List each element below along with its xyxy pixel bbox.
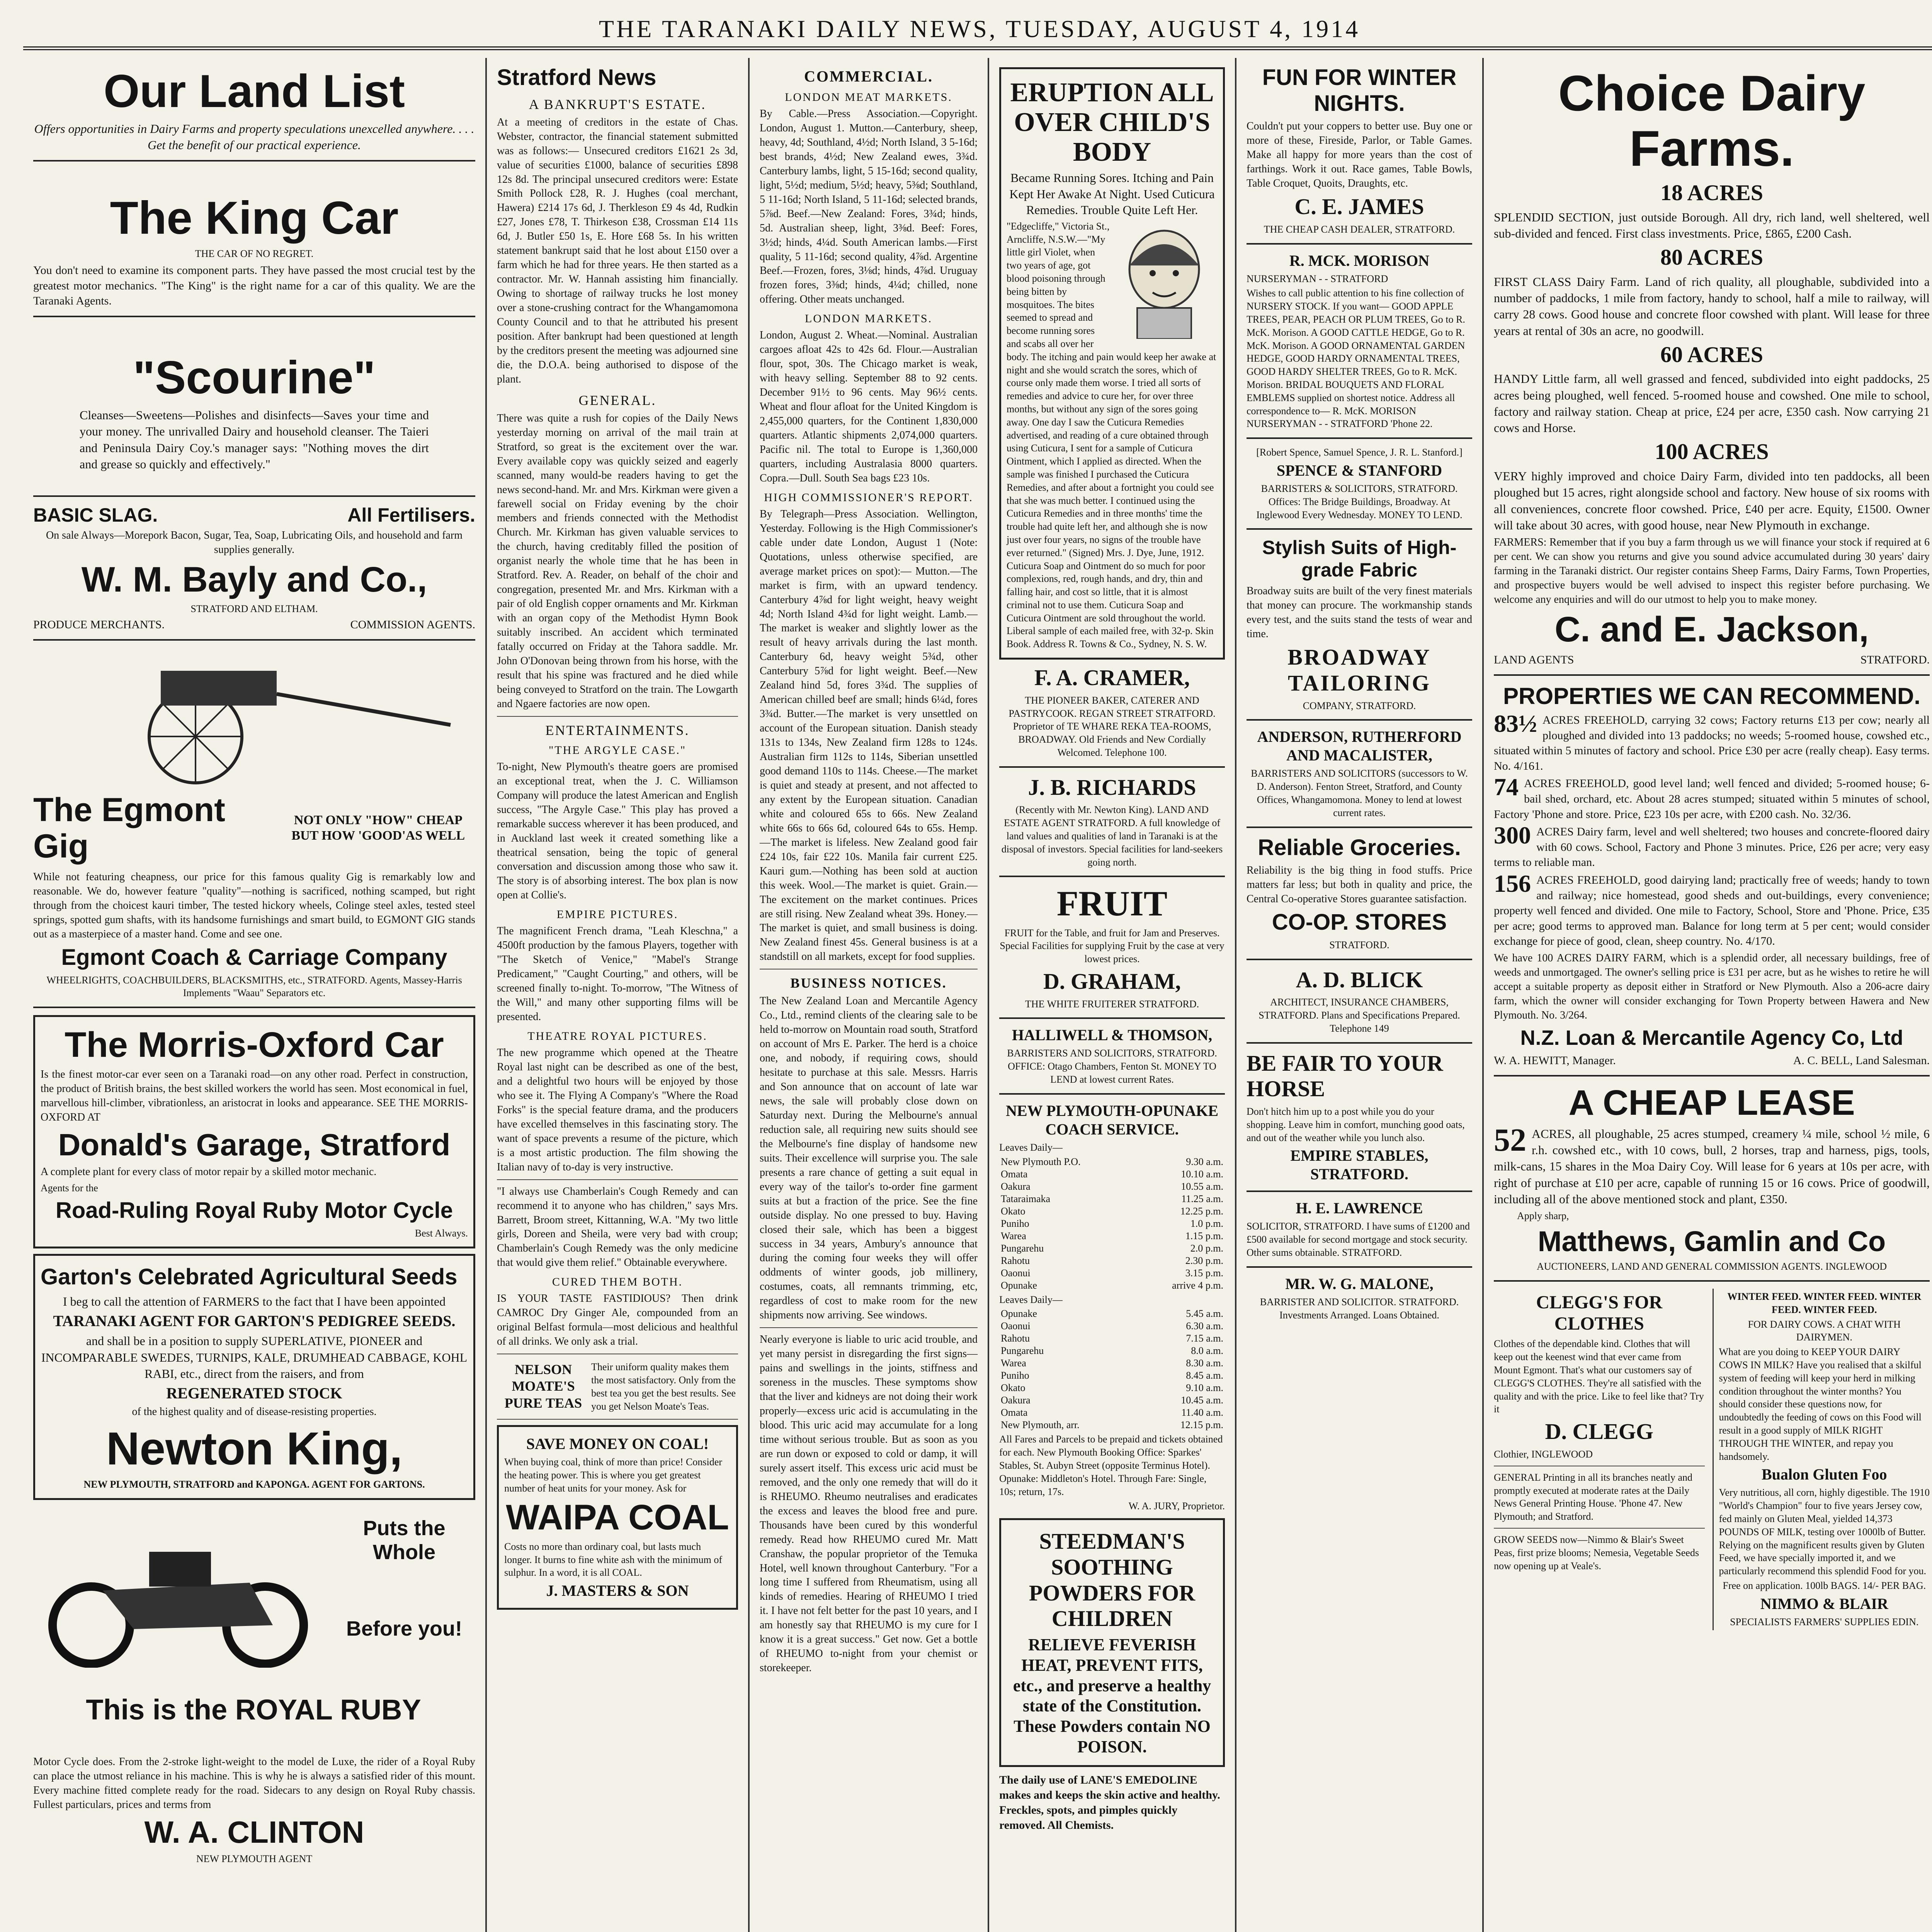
richards-title: J. B. RICHARDS — [1028, 774, 1196, 800]
wa-clinton: W. A. CLINTON — [144, 1815, 364, 1849]
timetable-time: 8.45 a.m. — [1186, 1370, 1223, 1381]
wa-clinton-sub: NEW PLYMOUTH AGENT — [196, 1853, 313, 1864]
broadway-sub: COMPANY, STRATFORD. — [1303, 700, 1416, 711]
coach-note: All Fares and Parcels to be prepaid and tickets obtained for each. New Plymouth Booking Office: Sparkes' Stables, St. Aubyn Street (opposite Terminus Hotel). Opunake: Middleton's Hotel. Through Fare: Single, 10s; return, 17s. — [999, 1434, 1223, 1497]
timetable-row — [999, 1308, 1225, 1320]
column-6 — [1484, 58, 1932, 1932]
100-acres-body: VERY highly improved and choice Dairy Farm, divided into ten paddocks, all been ploughed but 15 acres, right alongside school and factory. New house of six rooms with all conveniences, concrete floor cowshed. Price, £40 per acre. Equity, £1500. Owner will take about 30 acres, with good house, near New Plymouth in exchange. — [1494, 469, 1930, 532]
royal-ruby-headline: This is the ROYAL RUBY — [86, 1693, 421, 1726]
timetable-stop: Oaonui — [1001, 1267, 1031, 1279]
best-always: Best Always. — [415, 1227, 468, 1239]
royal-ruby-body: Motor Cycle does. From the 2-stroke light-weight to the model de Luxe, the rider of a Royal Ruby can place the utmost reliance in his machine. This is why he is always a satisfied rider of this mount. Every machine fitted complete ready for the road. Sidecars to any design on Royal Ruby chassis. Fullest particulars, prices and terms from — [33, 1755, 475, 1811]
cheap-lease-body: ACRES, all ploughable, 25 acres stumped, creamery ¼ mile, school ½ mile, 6 r.h. cowshed etc., with 10 cows, bull, 2 horses, trap and harness, pigs, tools, milk-cans, 15 shares in the Moa Dairy Coy. Will lease for 6 years at 10s per acre, with right of purchase at £10 per acre, capable of running 15 or 16 cows. Price of goodwill, including all of the above mentioned stock and plant, £350. — [1494, 1126, 1930, 1206]
entertainments-heading: ENTERTAINMENTS. — [545, 722, 690, 738]
seeds-notice: GROW SEEDS now—Nimmo & Blair's Sweet Peas, first prize blooms; Nemesia, Vegetable Seeds now opening up at Veale's. — [1494, 1534, 1699, 1571]
blick-title: A. D. BLICK — [1296, 967, 1423, 992]
80-acres-body: FIRST CLASS Dairy Farm. Land of rich quality, all ploughable, subdivided into a number of paddocks, 1 mile from factory, handy to school, half a mile to railway, will carry 28 cows. Good house and concrete floor cowshed with plant. Will lease for three years at rental of 30s an acre, no goodwill. — [1494, 274, 1930, 338]
timetable-stop: Omata — [1001, 1168, 1028, 1180]
waipa-coal-ad — [497, 1425, 738, 1610]
gartons-seeds-ad — [33, 1254, 475, 1500]
timetable-row — [999, 1255, 1225, 1267]
bualon-tests: Very nutritious, all corn, highly digestible. The 1910 "World's Champion" four to five years Jersey cow, fed mainly on Gluten Meal, yielded 14,373 POUNDS OF MILK, testing over 1000lb of Butter. Relying on the magnificent results given by Gluten Feed, we have specially imported it, and we particularly recommend this splendid Food for you. — [1719, 1487, 1930, 1577]
timetable-stop: Okato — [1001, 1382, 1026, 1394]
bayly-row — [33, 617, 475, 632]
timetable-row — [999, 1156, 1225, 1168]
timetable-row — [999, 1332, 1225, 1345]
timetable-row — [999, 1394, 1225, 1406]
timetable-time: 9.30 a.m. — [1186, 1156, 1223, 1167]
timetable-time: 9.10 a.m. — [1186, 1382, 1223, 1394]
property-acres: 300 — [1494, 824, 1531, 849]
king-car-subtitle: THE CAR OF NO REGRET. — [195, 248, 314, 260]
newton-king: Newton King, — [106, 1422, 403, 1475]
lawrence-body: SOLICITOR, STRATFORD. I have sums of £1200 and £500 available for second mortgage and stock security. Other sums obtainable. STRATFORD. — [1247, 1221, 1470, 1259]
timetable-time: 10.55 a.m. — [1181, 1180, 1223, 1192]
timetable-inbound — [999, 1308, 1225, 1431]
spence-title: SPENCE & STANFORD — [1276, 461, 1442, 479]
nz-loan-title: N.Z. Loan & Mercantile Agency Co, Ltd — [1520, 1026, 1903, 1049]
fair-horse-body: Don't hitch him up to a post while you do your shopping. Leave him in comfort, munching good oats, and out of the weather while you lunch also. — [1247, 1106, 1465, 1143]
matthews-gamlin: Matthews, Gamlin and Co — [1537, 1225, 1886, 1257]
timetable-time: 8.0 a.m. — [1191, 1345, 1223, 1357]
gartons-body-2: and shall be in a position to supply SUPERLATIVE, PIONEER and INCOMPARABLE SWEDES, TURNIPS, KALE, DRUMHEAD CABBAGE, KOHL RABI, etc., direct from the raisers, and from — [41, 1334, 468, 1381]
richards-body: (Recently with Mr. Newton King). LAND AND ESTATE AGENT STRATFORD. A full knowledge of land values and qualities of land in Taranaki is at the disposal of investors. Special facilities for land-seekers going north. — [1001, 804, 1223, 868]
leaves-np: Leaves Daily— — [999, 1141, 1063, 1153]
bayly-title: W. M. Bayly and Co., — [81, 560, 427, 599]
timetable-row — [999, 1242, 1225, 1255]
timetable-row — [999, 1230, 1225, 1242]
egmont-coach-sub: WHEELRIGHTS, COACHBUILDERS, BLACKSMITHS, etc., STRATFORD. Agents, Massey-Harris Implements "Waau" Separators etc. — [46, 974, 462, 999]
donalds-garage: Donald's Garage, Stratford — [58, 1128, 451, 1162]
timetable-row — [999, 1369, 1225, 1382]
column-2 — [487, 58, 750, 1932]
timetable-time: 8.30 a.m. — [1186, 1357, 1223, 1369]
waipa-coal-body: Costs no more than ordinary coal, but lasts much longer. It burns to fine white ash with the minimum of sulphur. In a word, it is all COAL. — [504, 1541, 722, 1578]
eruption-body: "Edgecliffe," Victoria St., Arncliffe, N.S.W.—"My little girl Violet, when two years of age, got blood poisoning through being bitten by mosquitoes. The bites seemed to spread and become running sores and scabs all over her body. The itching and pain would keep her awake at night and she would scratch the sores, which of course only made them worse. I tried all sorts of remedies and advice to cure her, for over three months, but without any sign of the sores going away. One day I saw the Cuticura Remedies advertised, and reading of a cure obtained through using Cuticura, I sent for a sample of Cuticura Ointment, which I applied as directed. When the sample was finished I purchased the Cuticura Remedies, and after about a fortnight you could see that she was much better. I continued using the Cuticura Remedies and in three months' time the trouble had quite left her, and although she is now just over four years, no signs of the trouble have ever returned." (Signed) Mrs. J. Dye, June, 1912. Cuticura Soap and Ointment do so much for poor complexions, red, rough hands, and dry, thin and falling hair, and cost so little, that it is almost criminal not to use them. Cuticura Soap and Cuticura Ointment are sold throughout the world. Liberal sample of each mailed free, with 32-p. Skin Book. Address R. Towns & Co., Sydney, N. S. W. — [1007, 220, 1216, 650]
halliwell-body: BARRISTERS AND SOLICITORS, STRATFORD. OFFICE: Otago Chambers, Fenton St. MONEY TO LEND at lowest current Rates. — [1007, 1048, 1217, 1085]
clegg-name: D. CLEGG — [1545, 1419, 1653, 1444]
rheumo-body: Nearly everyone is liable to uric acid trouble, and yet many persist in disregarding the first signs—pains and swellings in the joints, stiffness and soreness in the muscles. These symptoms show that the liver and kidneys are not doing their work properly—excess uric acid is accumulating in the blood. This uric acid may accumulate for a long time without serious trouble. But as soon as you are run down or exposed to cold or damp, it will surely assert itself. This excess uric acid must be removed, and the only one remedy that will do it is RHEUMO. Rheumo neutralises and eradicates the excess and leaves the blood free and pure. Thousands have been cured by this wonderful remedy. Read how RHEUMO cured Mr. Matt Cranshaw, the popular proprietor of the Temuka Hotel, well known throughout Canterbury. "For a long time I suffered from Rheumatism, using all kinds of remedies. Hearing of RHEUMO I tried it. I have not felt better for the past 10 years, and I am honestly say that RHEUMO is my cure for I know it is a great success." Get now. Get a bottle of RHEUMO to-night from your chemist or storekeeper. — [760, 1333, 978, 1674]
bualon-ad — [1713, 1289, 1930, 1630]
timetable-time: 2.30 p.m. — [1185, 1255, 1223, 1266]
nelson-tea-brand: NELSON MOATE'S PURE TEAS — [504, 1362, 582, 1411]
coach-service-heading: NEW PLYMOUTH-OPUNAKE COACH SERVICE. — [1005, 1102, 1219, 1138]
fun-winter-body: Couldn't put your coppers to better use. Buy one or more of these, Fireside, Parlor, or Table Games. Make all happy for more years than the cost of farthings. Work it out. Race games, Table Bowls, Table Croquet, Quoits, Draughts, etc. — [1247, 120, 1472, 190]
timetable-time: 11.25 a.m. — [1181, 1193, 1223, 1204]
timetable-row — [999, 1419, 1225, 1431]
timetable-stop: Rahotu — [1001, 1255, 1030, 1266]
gartons-title: Garton's Celebrated Agricultural Seeds — [41, 1264, 457, 1290]
agents-for: Agents for the — [41, 1182, 98, 1194]
timetable-time: 7.15 a.m. — [1186, 1333, 1223, 1344]
empire-stables: EMPIRE STABLES, STRATFORD. — [1290, 1147, 1429, 1183]
18-acres-heading: 18 ACRES — [1660, 180, 1763, 205]
cuticura-ad — [999, 67, 1225, 660]
stylish-suits-body: Broadway suits are built of the very finest materials that money can procure. The workmanship stands every test, and the suits stand the tests of wear and time. — [1247, 585, 1472, 640]
coop-sub: STRATFORD. — [1329, 939, 1389, 951]
puts-the-whole: Puts the Whole — [363, 1516, 446, 1564]
timetable-stop: Okato — [1001, 1205, 1026, 1217]
apply-sharp: Apply sharp, — [1517, 1210, 1569, 1222]
timetable-stop: Puniho — [1001, 1370, 1029, 1381]
property-text: ACRES FREEHOLD, good level land; well fenced and divided; 5-roomed house; 6-bail shed, orchard, etc. About 28 acres stumped; situated within 5 minutes of school, Factory 'Phone and store. Price, £23 10s per acre, with £200 cash. No. 32/36. — [1494, 777, 1930, 821]
timetable-stop: Pungarehu — [1001, 1345, 1044, 1357]
timetable-row — [999, 1193, 1225, 1205]
nelson-tea-text: Their uniform quality makes them the most satisfactory. Only from the best tea you get the best results. See you get Nelson Moate's Teas. — [591, 1361, 736, 1412]
column-3 — [750, 58, 989, 1932]
fruit-body: FRUIT for the Table, and fruit for Jam and Preserves. Special Facilities for supplying Fruit by the case at very lowest prices. — [1000, 927, 1225, 965]
waipa-coal: WAIPA COAL — [506, 1497, 729, 1537]
argyle-heading: "THE ARGYLE CASE." — [549, 743, 686, 757]
column-5 — [1236, 58, 1484, 1932]
eruption-title: ERUPTION ALL OVER CHILD'S BODY — [1010, 78, 1214, 167]
egmont-gig-title: The Egmont Gig — [33, 791, 225, 865]
18-acres-body: SPLENDID SECTION, just outside Borough. All dry, rich land, well sheltered, well sub-divided and fenced. First class investments. Price, £865, £200 Cash. — [1494, 210, 1930, 240]
timetable-row — [999, 1205, 1225, 1218]
cheap-lease-block — [1494, 1122, 1930, 1207]
jackson-stratford: STRATFORD. — [1860, 653, 1930, 666]
timetable-stop: Rahotu — [1001, 1333, 1030, 1344]
timetable-time: 1.0 p.m. — [1190, 1218, 1223, 1229]
timetable-stop: Warea — [1001, 1230, 1026, 1242]
royal-ruby-title: Road-Ruling Royal Ruby Motor Cycle — [56, 1197, 453, 1223]
king-car-body: You don't need to examine its component parts. They have passed the most crucial test by the greatest motor mechanics. "The King" is the right name for a car of this quality. We are the Taranaki Agents. — [33, 264, 475, 308]
property-listing — [1494, 824, 1930, 870]
farmers-notice: FARMERS: Remember that if you buy a farm through us we will finance your stock if required at 6 per cent. We can show you returns and give you sound advice accumulated during 30 years' dairy farming in the Taranaki district. Our register contains Sheep Farms, Dairy Farms, Town Properties, and prospective buyers would be well advised to inspect this register before purchasing. We welcome any enquiries and will do our utmost to help you to make money. — [1494, 536, 1930, 605]
london-meat-heading: LONDON MEAT MARKETS. — [785, 91, 952, 104]
property-acres: 156 — [1494, 872, 1531, 897]
basic-slag-label: BASIC SLAG. — [33, 504, 158, 526]
fair-horse-title: BE FAIR TO YOUR HORSE — [1247, 1050, 1443, 1102]
high-commissioner-heading: HIGH COMMISSIONER'S REPORT. — [764, 491, 973, 504]
bualon-body: What are you doing to KEEP YOUR DAIRY COWS IN MILK? Have you realised that a skilful system of feeding will keep your herd in milking condition throughout the winter months? You should consider these questions now, for undoubtedly the feeding of cows on this Food will result in a good supply of MILK RIGHT THROUGH THE WINTER, and repay you handsomely. — [1719, 1346, 1922, 1462]
bayly-commission: COMMISSION AGENTS. — [350, 618, 475, 631]
land-list-body: Offers opportunities in Dairy Farms and property speculations unexcelled anywhere. . . . Get the benefit of our practical experience. — [34, 122, 474, 152]
egmont-gig-body: While not featuring cheapness, our price for this famous quality Gig is remarkably low and reasonable. We do, however feature "quality"—nothing is sacrificed, nothing scamped, but right through from the choicest kauri timber, The tested hickory wheels, Colinge steel axles, tested steel springs, spotted gum shafts, with its handsome furnishings and smart build, to EGMONT GIG stands out as a masterpiece of a master hand. Come and see one. — [33, 871, 475, 940]
royal-ruby-ad — [33, 1505, 475, 1753]
timetable-row — [999, 1267, 1225, 1279]
timetable-stop: New Plymouth P.O. — [1001, 1156, 1081, 1167]
cramer-body: THE PIONEER BAKER, CATERER AND PASTRYCOOK. REGAN STREET STRATFORD. Proprietor of TE WHARE REKA TEA-ROOMS, BROADWAY. Old Friends and New Cordially Welcomed. Telephone 100. — [1009, 694, 1216, 758]
newton-king-sub: NEW PLYMOUTH, STRATFORD and KAPONGA. AGENT FOR GARTONS. — [83, 1478, 425, 1490]
morison-body: Wishes to call public attention to his fine collection of NURSERY STOCK. If you want— GOOD APPLE TREES, PEAR, PEACH OR PLUM TREES, Go to R. McK. Morison. A GOOD CATTLE HEDGE, Go to R. McK. Morison. A GOOD ORNAMENTAL GARDEN HEDGE, GOOD HARDY ORNAMENTAL TREES, GOOD HARDY SHELTER TREES, Go to R. McK. Morison. BRIDAL BOUQUETS AND FLORAL EMBLEMS supplied on shortest notice. Address all correspondence to— R. McK. MORISON NURSERYMAN - - STRATFORD 'Phone 22. — [1247, 287, 1465, 430]
clegg-body: Clothes of the dependable kind. Clothes that will keep out the keenest wind that ever came from Mount Egmont. That's what our customers say of CLEGG'S CLOTHES. They're all satisfied with the quality and with the price. Like to feel like that? Try it — [1494, 1338, 1704, 1415]
steedmans-ad — [999, 1518, 1225, 1767]
cheap-lease-number: 52 — [1494, 1122, 1526, 1158]
timetable-stop: Pungarehu — [1001, 1242, 1044, 1254]
dairy-cows-heading: FOR DAIRY COWS. A CHAT WITH DAIRYMEN. — [1748, 1318, 1901, 1343]
masters-son: J. MASTERS & SON — [546, 1582, 689, 1600]
cured-heading: CURED THEM BOTH. — [552, 1276, 683, 1289]
scourine-body: Cleanses—Sweetens—Polishes and disinfects—Saves your time and your money. The unrivalled Dairy and household cleanser. The Taieri and Peninsula Dairy Coy.'s manager says: "Nothing moves the dirt and grease so quickly and effectively." — [80, 408, 429, 471]
matthews-sub: AUCTIONEERS, LAND AND GENERAL COMMISSION AGENTS. INGLEWOOD — [1536, 1261, 1887, 1272]
timetable-outbound — [999, 1156, 1225, 1292]
lawrence-title: H. E. LAWRENCE — [1296, 1199, 1423, 1217]
nelson-tea-ad — [497, 1359, 738, 1414]
halliwell-title: HALLIWELL & THOMSON, — [1012, 1026, 1213, 1044]
theatre-royal-body: The new programme which opened at the Theatre Royal last night can be described as one of the best, and a delightful two hours will be enjoyed by those who see it. The Flying A Company's "Where the Road Forks" is the special feature drama, and the producers have excelled themselves in this fascinating story. The want of space prevents a resume of the picture, which is a most artistic production. The film showing the Italian navy of to-day is very instructive. — [497, 1047, 738, 1173]
donalds-garage-body: A complete plant for every class of motor repair by a skilled motor mechanic. — [41, 1166, 377, 1178]
timetable-row — [999, 1382, 1225, 1394]
nz-loan-manager: W. A. HEWITT, Manager. — [1494, 1054, 1616, 1067]
jackson-title: C. and E. Jackson, — [1554, 609, 1869, 649]
steedmans-body: RELIEVE FEVERISH HEAT, PREVENT FITS, etc., and preserve a healthy state of the Constitution. These Powders contain NO POISON. — [1013, 1635, 1211, 1756]
spence-names: [Robert Spence, Samuel Spence, J. R. L. Stanford.] — [1256, 447, 1463, 458]
printing-notice: GENERAL Printing in all its branches neatly and promptly executed at moderate rates at the Daily News General Printing House. 'Phone 47. New Plymouth; and Stratford. — [1494, 1471, 1692, 1522]
high-commissioner-body: By Telegraph—Press Association. Wellington, Yesterday. Following is the High Commissioner's cable under date London, August 1 (Note: Quotations, unless otherwise specified, are average market prices on spot):— Mutton.—The market is firm, with an upward tendency. Canterbury 4⅞d for light weight, heavy weight 4d; North Island 4¾d for light weight. Lamb.—The market is weaker and slightly lower as the result of heavy arrivals during the last month. Canterbury 6d, heavy weight 5¾d, other Canterbury 5⅞d for light weight. Beef.—New Zealand hind 5d, fores 3¾d. The supplies of American chilled beef are small; hinds 6¼d, fores 3¾d. Butter.—The market is very unsettled on account of the European situation. Danish steady 131s to 134s, New Zealand firm 128s to 124s. Australian firm 112s to 114s, Siberian unsettled good demand 110s to 114s. Cheese.—The market is quiet and steady at present, and not affected to any extent by the European situation. Canadian white and coloured 65s to 66s. New Zealand white 66s to 66s 6d, coloured 64s to 65s. Hemp.—The market is lifeless. New Zealand good fair £24 10s, fair £22 10s. Manila fair current £25. Kauri gum.—Nothing has been sold at auction this week. Wool.—The market is quiet. Grain.—The excitement on the market continues. Prices are still rising. New Zealand wheat 39s. Honey.—The market is quiet, and small business is doing. New Zealand finest 45s. General business is at a standstill on all markets, except for food supplies. — [760, 508, 978, 963]
timetable-stop: Oakura — [1001, 1395, 1031, 1406]
general-body: There was quite a rush for copies of the Daily News yesterday morning on arrival of the mail train at Stratford, so great is the excitement over the war. Every available copy was quickly seized and eagerly scanned, many would-be readers having to get the news second-hand. Mr. and Mrs. Kirkman were given a farewell social on Friday evening by the choir members and friends connected with the Methodist Church. Mr. Kirkman has given valuable services to the church, having creditably filled the position of organist nearly the whole time that he has been in Stratford. Rev. A. Reader, on behalf of the choir and congregation, presented Mr. and Mrs. Kirkman with a pair of old English copper ornaments and Mr. Kirkman with an organ copy of the Methodist Hymn Book suitably inscribed. An accident which terminated fatally occurred on Friday at the Tahora saddle. Mr. John O'Donovan being thrown from his horse, with the result that his spine was fractured and he died while being conveyed to Stratford on the train. The Lowgarth and Ngaere factories are now open. — [497, 412, 738, 710]
jackson-land-agents: LAND AGENTS — [1494, 653, 1574, 666]
nz-loan-row — [1494, 1053, 1930, 1068]
gartons-regen: REGENERATED STOCK — [166, 1384, 342, 1402]
before-you: Before you! — [346, 1617, 463, 1640]
ce-james-sub: THE CHEAP CASH DEALER, STRATFORD. — [1264, 223, 1455, 235]
cramer-title: F. A. CRAMER, — [1034, 665, 1190, 690]
morris-oxford-title: The Morris-Oxford Car — [65, 1025, 444, 1065]
gartons-agent: TARANAKI AGENT FOR GARTON'S PEDIGREE SEEDS. — [53, 1312, 456, 1330]
bottom-ads — [1494, 1289, 1930, 1630]
malone-title: MR. W. G. MALONE, — [1285, 1275, 1434, 1293]
timetable-row — [999, 1279, 1225, 1292]
properties-list — [1494, 713, 1930, 949]
timetable-row — [999, 1357, 1225, 1369]
bualon-title: Bualon Gluten Foo — [1761, 1466, 1887, 1483]
timetable-row — [999, 1320, 1225, 1332]
gartons-body-1: I beg to call the attention of FARMERS to the fact that I have been appointed — [63, 1294, 446, 1309]
timetable-time: 6.30 a.m. — [1186, 1320, 1223, 1332]
timetable-row — [999, 1180, 1225, 1193]
clegg-ad — [1494, 1289, 1705, 1630]
london-markets-body: London, August 2. Wheat.—Nominal. Australian cargoes afloat 42s to 42s 6d. Flour.—Australian flour, spot, 30s. The Chicago market is weak, with heavy selling. September 88 to 92 cents. December 91½ to 96 cents. May 96½ cents. Wheat and flour afloat for the United Kingdom is 2,455,000 quarters, for the Continent 1,830,000 quarters. Atlantic shipments 2,074,000 quarters. Pacific nil. The total to Europe is 1,360,000 quarters, including Australasia 8000 quarters. Copra.—Dull. South Sea bags £23 10s. — [760, 329, 978, 484]
timetable-row — [999, 1406, 1225, 1419]
groceries-body: Reliability is the big thing in food stuffs. Price matters far less; but both in quality and price, the Central Co-operative Stores guarantee satisfaction. — [1247, 864, 1472, 905]
property-listing — [1494, 872, 1930, 949]
property-text: ACRES FREEHOLD, good dairying land; practically free of weeds; handy to town and railway; nice homestead, good sheds and out-buildings, every convenience; property well fenced and divided. One mile to Factory, School, Store and 'Phone. Price, £35 per acre; good terms to approved man. Balance for long term at 5 per cent; would consider exchange for piece of good, clean, sheep country. No. 4/170. — [1494, 873, 1930, 948]
leaves-op: Leaves Daily— — [999, 1294, 1063, 1305]
theatre-royal-heading: THEATRE ROYAL PICTURES. — [527, 1030, 707, 1043]
timetable-time: 3.15 p.m. — [1185, 1267, 1223, 1279]
cough-remedy-body: "I always use Chamberlain's Cough Remedy and can recommend it to anyone who has children," says Mrs. Barrett, Broom street, Kittanning, W.A. "My two little girls, Doreen and Sheila, were very bad with croup; Chamberlain's Cough Remedy was the only medicine that would give them relief." Obtainable everywhere. — [497, 1185, 738, 1269]
timetable-time: 11.40 a.m. — [1181, 1407, 1223, 1418]
property-listing — [1494, 776, 1930, 822]
motorcycle-illustration — [33, 1513, 327, 1668]
properties-title: PROPERTIES WE CAN RECOMMEND. — [1503, 683, 1921, 709]
timetable-row — [999, 1168, 1225, 1180]
london-meat-body: By Cable.—Press Association.—Copyright. London, August 1. Mutton.—Canterbury, sheep, heavy, 4d; Southland, 4½d; North Island, 3 5-16d; best brands, 4½d; New Zealand ewes, 3¾d. Canterbury lambs, light, 5 15-16d; second quality, light, 5½d; medium, 5½d; heavy, 5⅜d; Southland, 5 11-16d; North Island, 5 11-16d; selected brands, 5⅞d. Beef.—New Zealand: Fores, 3¾d; hinds, 5d. Australian sheep, light, 3⅜d. Beef: Fores, 3½d; hinds, 4¼d. South American lambs.—First quality, 5 11-16d; second quality, 4⅞d. Argentine Beef.—Frozen, fores, 3⅛d; hinds, 4⅞d. Uruguay frozen fores, 3⅜d; hinds, 4¼d; chilled, none offering. Other meats unchanged. — [760, 108, 978, 306]
morris-oxford-body: Is the finest motor-car ever seen on a Taranaki road—on any other road. Perfect in construction, the product of British brains, the best skilled workers the world has seen. Most economical in fuel, marvellous hill-climber, vibrationless, an aristocrat in looks and appearance. SEE THE MORRIS-OXFORD AT — [41, 1068, 468, 1124]
fruit-title: FRUIT — [1056, 884, 1168, 923]
property-text: ACRES Dairy farm, level and well sheltered; two houses and concrete-floored dairy with 60 cows. School, Factory and Phone 3 minutes. Price, £26 per acre; very easy terms to reliable man. — [1494, 825, 1930, 869]
80-acres-heading: 80 ACRES — [1660, 245, 1763, 270]
property-acres: 83½ — [1494, 712, 1537, 737]
timetable-stop: Tataraimaka — [1001, 1193, 1051, 1204]
anderson-body: BARRISTERS AND SOLICITORS (successors to W. D. Anderson). Fenton Street, Stratford, and County Offices, Whangamomona. Money to lend at lowest current rates. — [1251, 768, 1468, 818]
fertilisers-label: All Fertilisers. — [347, 504, 475, 526]
king-car-title: The King Car — [110, 192, 399, 244]
timetable-time: 1.15 p.m. — [1185, 1230, 1223, 1242]
reliable-groceries: Reliable Groceries. — [1258, 835, 1461, 860]
gig-illustration — [33, 648, 474, 787]
60-acres-heading: 60 ACRES — [1660, 342, 1763, 367]
empire-heading: EMPIRE PICTURES. — [556, 908, 679, 921]
bankrupt-body: At a meeting of creditors in the estate of Chas. Webster, contractor, the financial statement submitted was as follows:— Unsecured creditors £1621 2s 3d, value of securities £1000, balance of securities £898 12s 8d. The principal unsecured creditors were: Estate Smith Pollock £28, R. J. Hughes (coal merchant, Hawera) £214 17s 6d, J. Therkleson £9 4s 4d, Rudkin £27, Jones £78, T. Thirkeson £38, Crossman £14 11s 6d, J. Butler £50 1s, E. Hore £68 5s. In his written statement bankrupt said that he lost about £150 over a farm which he had for three years. He then started as a contractor. Mr. W. Hannah assisting him financially. Owing to shortage of railway trucks he lost money over a stone-crushing contract for the Whangamomona County Council and to that he attributed his present position. After bankrupt had been questioned at length by the creditors present the meeting was adjourned sine die, the D.O.A. being authorised to dispose of the plant. — [497, 116, 738, 385]
cheap-lease-title: A CHEAP LEASE — [1568, 1083, 1855, 1122]
property-listing — [1494, 713, 1930, 774]
broadway-tailoring: BROADWAY TAILORING — [1287, 645, 1431, 696]
save-coal-body: When buying coal, think of more than price! Consider the heating power. This is where you get greatest number of heat units for your money. Ask for — [504, 1456, 722, 1494]
masthead: THE TARANAKI DAILY NEWS, TUESDAY, AUGUST 4, 1914 — [23, 12, 1932, 50]
nimmo-sub: SPECIALISTS FARMERS' SUPPLIES EDIN. — [1730, 1616, 1919, 1628]
nz-loan-salesman: A. C. BELL, Land Salesman. — [1793, 1054, 1930, 1067]
empire-body: The magnificent French drama, "Leah Kleschna," a 4500ft production by the famous Players, together with "The Sketch of Venice," "Mabel's Strange Predicament," "Caught Courting," and others, will be screened finally to-night. To-morrow, "The Witness of the Will," and many other supporting films will be presented. — [497, 925, 738, 1023]
property-text: ACRES FREEHOLD, carrying 32 cows; Factory returns £13 per cow; nearly all ploughed and divided into 13 paddocks; no weeds; 5-roomed house, cowshed etc., situated within 5 minutes of factory and school. Price £30 per acre (really cheap). Easy terms. No. 4/161. — [1494, 713, 1930, 772]
timetable-stop: Opunake — [1001, 1279, 1037, 1291]
properties-extra: We have 100 ACRES DAIRY FARM, which is a splendid order, all necessary buildings, free of weeds and unmortgaged. The owner's selling price is £31 per acre, but as he wishes to retire he will accept a suitable property as deposit either in Stratford or New Plymouth. Also a 206-acre dairy farm, which the owner will consider exchanging for Town Property between Hawera and New Plymouth. No. 3/264. — [1494, 952, 1930, 1021]
timetable-stop: Oakura — [1001, 1180, 1031, 1192]
timetable-row — [999, 1345, 1225, 1357]
bayly-subtitle: STRATFORD AND ELTHAM. — [190, 603, 318, 615]
basic-slag-row — [33, 504, 475, 526]
blick-body: ARCHITECT, INSURANCE CHAMBERS, STRATFORD. Plans and Specifications Prepared. Telephone 149 — [1259, 997, 1460, 1034]
anderson-title: ANDERSON, RUTHERFORD AND MACALISTER, — [1257, 728, 1462, 764]
camroc-body: IS YOUR TASTE FASTIDIOUS? Then drink CAMROC Dry Ginger Ale, compounded from an original Belfast formula—most delicious and healthful of all drinks. We only ask a trial. — [497, 1293, 738, 1348]
emedoline-body: The daily use of LANE'S EMEDOLINE makes and keeps the skin active and healthy. Freckles, spots, and pimples quickly removed. All Chemists. — [999, 1773, 1220, 1832]
property-acres: 74 — [1494, 776, 1519, 801]
100-acres-heading: 100 ACRES — [1655, 439, 1769, 464]
winter-feed: WINTER FEED. WINTER FEED. WINTER FEED. WINTER FEED. — [1727, 1291, 1922, 1315]
stylish-suits-title: Stylish Suits of High-grade Fabric — [1262, 537, 1457, 581]
ce-james-title: C. E. JAMES — [1294, 194, 1424, 219]
malone-body: BARRISTER AND SOLICITOR. STRATFORD. Investments Arranged. Loans Obtained. — [1260, 1296, 1459, 1321]
bankrupt-heading: A BANKRUPT'S ESTATE. — [529, 96, 706, 112]
argyle-body: To-night, New Plymouth's theatre goers are promised an exceptional treat, when the J. C. Williamson Company will produce the latest American and English success, "The Argyle Case." This play has proved a remarkable success wherever it has been produced, and in Auckland last week it created something like a theatrical sensation, being the topic of general conversation and discussion among those who saw it. The story is of absorbing interest. The box plan is now open at Collie's. — [497, 760, 738, 901]
nimmo-blair: NIMMO & BLAIR — [1760, 1595, 1888, 1612]
basic-slag-body: On sale Always—Morepork Bacon, Sugar, Tea, Soap, Lubricating Oils, and household and farm supplies generally. — [46, 529, 463, 556]
timetable-time: 10.10 a.m. — [1181, 1168, 1223, 1180]
steedmans-title: STEEDMAN'S SOOTHING POWDERS FOR CHILDREN — [1029, 1529, 1196, 1631]
jury-proprietor: W. A. JURY, Proprietor. — [1128, 1500, 1225, 1512]
60-acres-body: HANDY Little farm, all well grassed and fenced, subdivided into eight paddocks, 25 acres being ploughed, well fenced. 5-roomed house and cowshed. One mile to school, factory and railway station. Cheap at price, £24 per acre, £350 cash. Now carrying 21 cows and Horse. — [1494, 372, 1930, 435]
eruption-sub: Became Running Sores. Itching and Pain Kept Her Awake At Night. Used Cuticura Remedies. Trouble Quite Left Her. — [1009, 171, 1215, 217]
spence-body: BARRISTERS & SOLICITORS, STRATFORD. Offices: The Bridge Buildings, Broadway. At Inglewood Every Wednesday. MONEY TO LEND. — [1256, 483, 1463, 520]
commercial-title: COMMERCIAL. — [804, 68, 934, 85]
coop-stores: CO-OP. STORES — [1272, 910, 1447, 935]
jackson-row — [1494, 652, 1930, 667]
timetable-stop: Oaonui — [1001, 1320, 1031, 1332]
clegg-sub: Clothier, INGLEWOOD — [1494, 1448, 1593, 1460]
column-4 — [989, 58, 1236, 1932]
timetable-time: 2.0 p.m. — [1190, 1242, 1223, 1254]
egmont-coach-title: Egmont Coach & Carriage Company — [61, 944, 447, 970]
timetable-stop: Puniho — [1001, 1218, 1029, 1229]
morison-line: NURSERYMAN - - STRATFORD — [1247, 273, 1388, 284]
bualon-price: Free on application. 100lb BAGS. 14/- PER BAG. — [1723, 1580, 1926, 1592]
timetable-time: arrive 4 p.m. — [1172, 1279, 1223, 1291]
scourine-title: "Scourine" — [133, 352, 376, 404]
land-list-title: Our Land List — [104, 65, 405, 117]
morison-title: R. MCK. MORISON — [1289, 252, 1430, 269]
fun-winter-title: FUN FOR WINTER NIGHTS. — [1262, 65, 1457, 116]
timetable-stop: Omata — [1001, 1407, 1028, 1418]
timetable-time: 5.45 a.m. — [1186, 1308, 1223, 1320]
save-coal-heading: SAVE MONEY ON COAL! — [526, 1435, 709, 1453]
timetable-stop: Warea — [1001, 1357, 1026, 1369]
morris-oxford-ad — [33, 1015, 475, 1248]
graham-title: D. GRAHAM, — [1043, 969, 1181, 994]
timetable-time: 12.15 p.m. — [1180, 1419, 1223, 1431]
egmont-gig-row — [33, 789, 475, 868]
clegg-title: CLEGG'S FOR CLOTHES — [1536, 1292, 1663, 1334]
child-portrait — [1114, 223, 1214, 339]
stratford-news-title: Stratford News — [497, 65, 656, 90]
business-notices-body: The New Zealand Loan and Mercantile Agency Co., Ltd., remind clients of the clearing sale to be held to-morrow on Mountain road south, Stratford on account of Mrs E. Parker. The herd is a choice one, and nobody, if requiring cows, should hesitate to purchase at this sale. Messrs. Harris and Son announce that on account of late war news, the sale will probably close down on Saturday next. During the Melbourne's annual reduction sale, all requiring new suits should see the Melbourne's fine display of handsome new suits. Their excellence will surprise you. The sale presents a rare chance of getting a suit equal in every way of the tailor's to-order fine garment suits at but a fraction of the price. See the fine outside display. No one pressed to buy. Having closed their sale, which has been a biggest success in 34 years, Ambury's announce that during the coming four weeks they will offer oddments of winter goods, job millinery, costumes, coats, all remnants trimming, etc, regardless of cost to make room for the new shipments now arriving. See windows. — [760, 995, 978, 1321]
timetable-time: 12.25 p.m. — [1180, 1205, 1223, 1217]
business-notices-heading: BUSINESS NOTICES. — [790, 975, 947, 991]
timetable-stop: New Plymouth, arr. — [1001, 1419, 1080, 1431]
gartons-body-3: of the highest quality and of disease-resisting properties. — [132, 1405, 377, 1418]
timetable-time: 10.45 a.m. — [1181, 1395, 1223, 1406]
column-1 — [23, 58, 487, 1932]
egmont-gig-tag: NOT ONLY "HOW" CHEAP BUT HOW 'GOOD'AS WELL — [291, 813, 465, 843]
general-heading: GENERAL. — [578, 392, 656, 408]
london-markets-heading: LONDON MARKETS. — [805, 312, 932, 325]
bayly-produce: PRODUCE MERCHANTS. — [33, 618, 165, 631]
timetable-stop: Opunake — [1001, 1308, 1037, 1320]
choice-dairy-farms: Choice Dairy Farms. — [1558, 65, 1866, 177]
graham-sub: THE WHITE FRUITERER STRATFORD. — [1025, 998, 1199, 1010]
timetable-row — [999, 1218, 1225, 1230]
